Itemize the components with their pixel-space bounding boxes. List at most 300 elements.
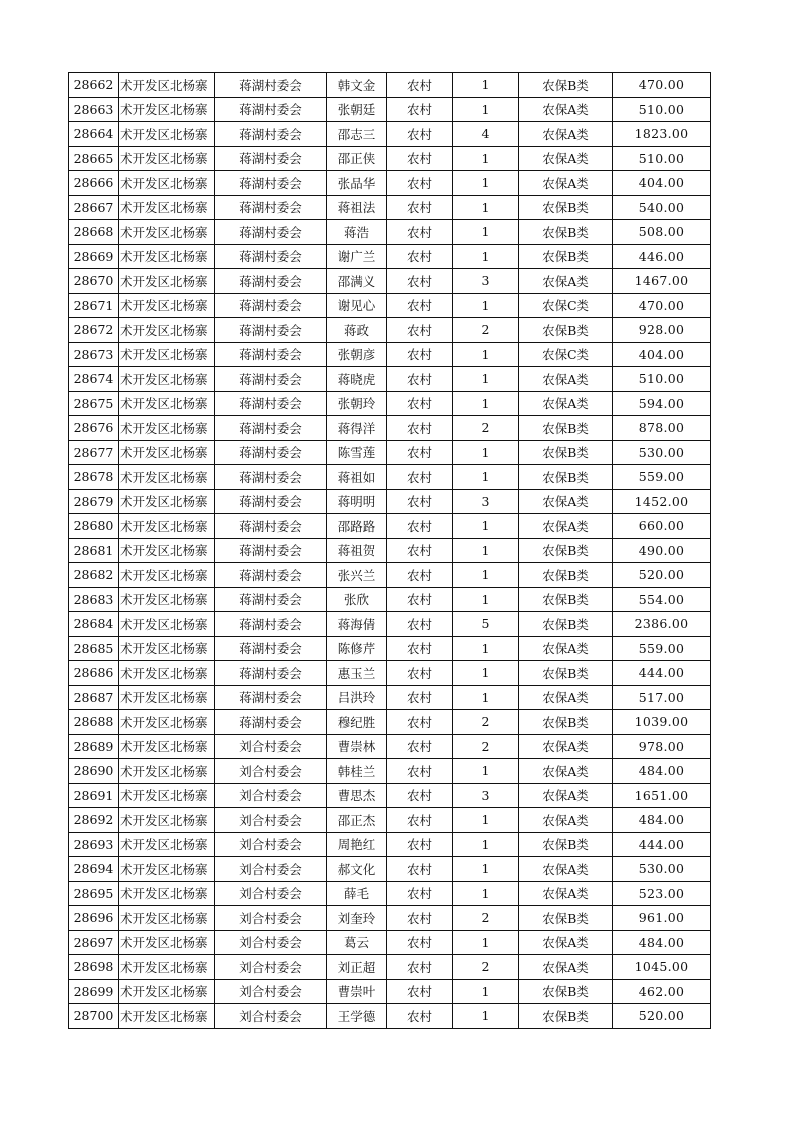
household-type-cell: 农村 bbox=[387, 612, 453, 637]
village-committee-cell: 刘合村委会 bbox=[215, 881, 327, 906]
village-committee-cell: 刘合村委会 bbox=[215, 1004, 327, 1029]
village-committee-cell: 蒋湖村委会 bbox=[215, 269, 327, 294]
table-row bbox=[69, 930, 711, 955]
table-row bbox=[69, 685, 711, 710]
insurance-category-cell: 农保B类 bbox=[519, 612, 613, 637]
row-number-cell: 28668 bbox=[69, 220, 119, 245]
table-row bbox=[69, 587, 711, 612]
row-number-cell: 28663 bbox=[69, 97, 119, 122]
row-number-cell: 28700 bbox=[69, 1004, 119, 1029]
insurance-category-cell: 农保A类 bbox=[519, 783, 613, 808]
insurance-category-cell: 农保A类 bbox=[519, 930, 613, 955]
amount-cell: 1651.00 bbox=[613, 783, 711, 808]
table-row bbox=[69, 122, 711, 147]
person-name-cell: 葛云 bbox=[327, 930, 387, 955]
person-name-cell: 曹崇林 bbox=[327, 734, 387, 759]
insurance-category-cell: 农保B类 bbox=[519, 465, 613, 490]
table-row bbox=[69, 734, 711, 759]
insurance-category-cell: 农保A类 bbox=[519, 636, 613, 661]
insurance-category-cell: 农保A类 bbox=[519, 146, 613, 171]
household-type-cell: 农村 bbox=[387, 73, 453, 98]
row-number-cell: 28680 bbox=[69, 514, 119, 539]
district-cell: 术开发区北杨寨 bbox=[119, 587, 215, 612]
amount-cell: 961.00 bbox=[613, 906, 711, 931]
village-committee-cell: 刘合村委会 bbox=[215, 955, 327, 980]
insurance-category-cell: 农保A类 bbox=[519, 808, 613, 833]
table-row bbox=[69, 367, 711, 392]
district-cell: 术开发区北杨寨 bbox=[119, 857, 215, 882]
district-cell: 术开发区北杨寨 bbox=[119, 1004, 215, 1029]
insurance-category-cell: 农保A类 bbox=[519, 97, 613, 122]
row-number-cell: 28682 bbox=[69, 563, 119, 588]
district-cell: 术开发区北杨寨 bbox=[119, 342, 215, 367]
household-type-cell: 农村 bbox=[387, 685, 453, 710]
household-type-cell: 农村 bbox=[387, 636, 453, 661]
village-committee-cell: 蒋湖村委会 bbox=[215, 710, 327, 735]
person-name-cell: 郝文化 bbox=[327, 857, 387, 882]
district-cell: 术开发区北杨寨 bbox=[119, 171, 215, 196]
row-number-cell: 28693 bbox=[69, 832, 119, 857]
row-number-cell: 28691 bbox=[69, 783, 119, 808]
member-count-cell: 2 bbox=[453, 318, 519, 343]
village-committee-cell: 蒋湖村委会 bbox=[215, 636, 327, 661]
household-type-cell: 农村 bbox=[387, 538, 453, 563]
village-committee-cell: 蒋湖村委会 bbox=[215, 489, 327, 514]
district-cell: 术开发区北杨寨 bbox=[119, 538, 215, 563]
insurance-category-cell: 农保A类 bbox=[519, 171, 613, 196]
row-number-cell: 28669 bbox=[69, 244, 119, 269]
insurance-category-cell: 农保A类 bbox=[519, 759, 613, 784]
amount-cell: 520.00 bbox=[613, 1004, 711, 1029]
household-type-cell: 农村 bbox=[387, 146, 453, 171]
village-committee-cell: 刘合村委会 bbox=[215, 906, 327, 931]
table-row bbox=[69, 318, 711, 343]
amount-cell: 559.00 bbox=[613, 636, 711, 661]
person-name-cell: 韩桂兰 bbox=[327, 759, 387, 784]
member-count-cell: 1 bbox=[453, 195, 519, 220]
amount-cell: 510.00 bbox=[613, 367, 711, 392]
district-cell: 术开发区北杨寨 bbox=[119, 489, 215, 514]
row-number-cell: 28683 bbox=[69, 587, 119, 612]
district-cell: 术开发区北杨寨 bbox=[119, 906, 215, 931]
person-name-cell: 曹崇叶 bbox=[327, 979, 387, 1004]
member-count-cell: 1 bbox=[453, 759, 519, 784]
member-count-cell: 3 bbox=[453, 783, 519, 808]
row-number-cell: 28674 bbox=[69, 367, 119, 392]
amount-cell: 530.00 bbox=[613, 857, 711, 882]
village-committee-cell: 蒋湖村委会 bbox=[215, 538, 327, 563]
table-row bbox=[69, 612, 711, 637]
table-row bbox=[69, 391, 711, 416]
row-number-cell: 28681 bbox=[69, 538, 119, 563]
insurance-category-cell: 农保C类 bbox=[519, 342, 613, 367]
amount-cell: 1039.00 bbox=[613, 710, 711, 735]
amount-cell: 540.00 bbox=[613, 195, 711, 220]
table-row bbox=[69, 563, 711, 588]
amount-cell: 2386.00 bbox=[613, 612, 711, 637]
table-row bbox=[69, 955, 711, 980]
amount-cell: 530.00 bbox=[613, 440, 711, 465]
amount-cell: 554.00 bbox=[613, 587, 711, 612]
table-row bbox=[69, 73, 711, 98]
person-name-cell: 张朝彦 bbox=[327, 342, 387, 367]
table-row bbox=[69, 416, 711, 441]
village-committee-cell: 蒋湖村委会 bbox=[215, 685, 327, 710]
household-type-cell: 农村 bbox=[387, 318, 453, 343]
person-name-cell: 陈雪莲 bbox=[327, 440, 387, 465]
amount-cell: 1452.00 bbox=[613, 489, 711, 514]
row-number-cell: 28687 bbox=[69, 685, 119, 710]
person-name-cell: 蒋祖如 bbox=[327, 465, 387, 490]
row-number-cell: 28685 bbox=[69, 636, 119, 661]
village-committee-cell: 蒋湖村委会 bbox=[215, 244, 327, 269]
person-name-cell: 陈修芹 bbox=[327, 636, 387, 661]
row-number-cell: 28670 bbox=[69, 269, 119, 294]
row-number-cell: 28676 bbox=[69, 416, 119, 441]
member-count-cell: 2 bbox=[453, 734, 519, 759]
table-row bbox=[69, 244, 711, 269]
household-type-cell: 农村 bbox=[387, 979, 453, 1004]
household-type-cell: 农村 bbox=[387, 710, 453, 735]
table-row bbox=[69, 710, 711, 735]
member-count-cell: 5 bbox=[453, 612, 519, 637]
amount-cell: 462.00 bbox=[613, 979, 711, 1004]
household-type-cell: 农村 bbox=[387, 734, 453, 759]
household-type-cell: 农村 bbox=[387, 220, 453, 245]
village-committee-cell: 刘合村委会 bbox=[215, 832, 327, 857]
member-count-cell: 1 bbox=[453, 979, 519, 1004]
person-name-cell: 谢见心 bbox=[327, 293, 387, 318]
insurance-category-cell: 农保A类 bbox=[519, 955, 613, 980]
district-cell: 术开发区北杨寨 bbox=[119, 269, 215, 294]
table-body bbox=[69, 73, 711, 1029]
household-type-cell: 农村 bbox=[387, 881, 453, 906]
household-type-cell: 农村 bbox=[387, 269, 453, 294]
amount-cell: 559.00 bbox=[613, 465, 711, 490]
member-count-cell: 2 bbox=[453, 710, 519, 735]
row-number-cell: 28666 bbox=[69, 171, 119, 196]
household-type-cell: 农村 bbox=[387, 906, 453, 931]
district-cell: 术开发区北杨寨 bbox=[119, 832, 215, 857]
table-row bbox=[69, 906, 711, 931]
insurance-category-cell: 农保B类 bbox=[519, 244, 613, 269]
row-number-cell: 28686 bbox=[69, 661, 119, 686]
member-count-cell: 1 bbox=[453, 391, 519, 416]
member-count-cell: 1 bbox=[453, 146, 519, 171]
district-cell: 术开发区北杨寨 bbox=[119, 661, 215, 686]
district-cell: 术开发区北杨寨 bbox=[119, 122, 215, 147]
member-count-cell: 1 bbox=[453, 171, 519, 196]
district-cell: 术开发区北杨寨 bbox=[119, 563, 215, 588]
person-name-cell: 蒋祖法 bbox=[327, 195, 387, 220]
table-row bbox=[69, 1004, 711, 1029]
household-type-cell: 农村 bbox=[387, 171, 453, 196]
person-name-cell: 韩文金 bbox=[327, 73, 387, 98]
insurance-category-cell: 农保B类 bbox=[519, 416, 613, 441]
table-row bbox=[69, 979, 711, 1004]
row-number-cell: 28664 bbox=[69, 122, 119, 147]
member-count-cell: 1 bbox=[453, 293, 519, 318]
table-row bbox=[69, 489, 711, 514]
table-row bbox=[69, 832, 711, 857]
district-cell: 术开发区北杨寨 bbox=[119, 465, 215, 490]
insurance-category-cell: 农保C类 bbox=[519, 293, 613, 318]
table-row bbox=[69, 342, 711, 367]
amount-cell: 446.00 bbox=[613, 244, 711, 269]
amount-cell: 444.00 bbox=[613, 832, 711, 857]
village-committee-cell: 刘合村委会 bbox=[215, 759, 327, 784]
insurance-category-cell: 农保A类 bbox=[519, 489, 613, 514]
row-number-cell: 28692 bbox=[69, 808, 119, 833]
household-type-cell: 农村 bbox=[387, 514, 453, 539]
district-cell: 术开发区北杨寨 bbox=[119, 146, 215, 171]
member-count-cell: 3 bbox=[453, 269, 519, 294]
person-name-cell: 邵正侠 bbox=[327, 146, 387, 171]
row-number-cell: 28671 bbox=[69, 293, 119, 318]
village-committee-cell: 蒋湖村委会 bbox=[215, 367, 327, 392]
village-committee-cell: 蒋湖村委会 bbox=[215, 220, 327, 245]
insurance-category-cell: 农保B类 bbox=[519, 832, 613, 857]
insurance-category-cell: 农保A类 bbox=[519, 514, 613, 539]
person-name-cell: 王学德 bbox=[327, 1004, 387, 1029]
household-type-cell: 农村 bbox=[387, 587, 453, 612]
member-count-cell: 1 bbox=[453, 832, 519, 857]
table-row bbox=[69, 97, 711, 122]
district-cell: 术开发区北杨寨 bbox=[119, 808, 215, 833]
member-count-cell: 1 bbox=[453, 685, 519, 710]
row-number-cell: 28677 bbox=[69, 440, 119, 465]
member-count-cell: 1 bbox=[453, 881, 519, 906]
district-cell: 术开发区北杨寨 bbox=[119, 979, 215, 1004]
village-committee-cell: 蒋湖村委会 bbox=[215, 661, 327, 686]
household-type-cell: 农村 bbox=[387, 783, 453, 808]
row-number-cell: 28695 bbox=[69, 881, 119, 906]
district-cell: 术开发区北杨寨 bbox=[119, 293, 215, 318]
village-committee-cell: 刘合村委会 bbox=[215, 979, 327, 1004]
row-number-cell: 28699 bbox=[69, 979, 119, 1004]
insurance-category-cell: 农保A类 bbox=[519, 857, 613, 882]
village-committee-cell: 蒋湖村委会 bbox=[215, 171, 327, 196]
table-row bbox=[69, 269, 711, 294]
person-name-cell: 蒋祖贺 bbox=[327, 538, 387, 563]
amount-cell: 1045.00 bbox=[613, 955, 711, 980]
person-name-cell: 穆纪胜 bbox=[327, 710, 387, 735]
member-count-cell: 1 bbox=[453, 97, 519, 122]
row-number-cell: 28689 bbox=[69, 734, 119, 759]
village-committee-cell: 刘合村委会 bbox=[215, 734, 327, 759]
row-number-cell: 28697 bbox=[69, 930, 119, 955]
member-count-cell: 1 bbox=[453, 342, 519, 367]
table-row bbox=[69, 195, 711, 220]
table-row bbox=[69, 783, 711, 808]
insurance-category-cell: 农保A类 bbox=[519, 685, 613, 710]
district-cell: 术开发区北杨寨 bbox=[119, 612, 215, 637]
amount-cell: 1823.00 bbox=[613, 122, 711, 147]
village-committee-cell: 蒋湖村委会 bbox=[215, 293, 327, 318]
district-cell: 术开发区北杨寨 bbox=[119, 710, 215, 735]
member-count-cell: 1 bbox=[453, 587, 519, 612]
member-count-cell: 1 bbox=[453, 440, 519, 465]
amount-cell: 520.00 bbox=[613, 563, 711, 588]
amount-cell: 517.00 bbox=[613, 685, 711, 710]
village-committee-cell: 蒋湖村委会 bbox=[215, 440, 327, 465]
village-committee-cell: 蒋湖村委会 bbox=[215, 465, 327, 490]
district-cell: 术开发区北杨寨 bbox=[119, 440, 215, 465]
amount-cell: 510.00 bbox=[613, 146, 711, 171]
household-type-cell: 农村 bbox=[387, 759, 453, 784]
member-count-cell: 1 bbox=[453, 661, 519, 686]
row-number-cell: 28694 bbox=[69, 857, 119, 882]
district-cell: 术开发区北杨寨 bbox=[119, 783, 215, 808]
member-count-cell: 1 bbox=[453, 930, 519, 955]
table-row bbox=[69, 808, 711, 833]
row-number-cell: 28665 bbox=[69, 146, 119, 171]
amount-cell: 490.00 bbox=[613, 538, 711, 563]
person-name-cell: 周艳红 bbox=[327, 832, 387, 857]
insurance-category-cell: 农保A类 bbox=[519, 269, 613, 294]
member-count-cell: 1 bbox=[453, 367, 519, 392]
village-committee-cell: 蒋湖村委会 bbox=[215, 342, 327, 367]
insurance-category-cell: 农保B类 bbox=[519, 587, 613, 612]
member-count-cell: 2 bbox=[453, 906, 519, 931]
village-committee-cell: 蒋湖村委会 bbox=[215, 587, 327, 612]
village-committee-cell: 刘合村委会 bbox=[215, 857, 327, 882]
insurance-category-cell: 农保A类 bbox=[519, 367, 613, 392]
household-type-cell: 农村 bbox=[387, 440, 453, 465]
member-count-cell: 1 bbox=[453, 857, 519, 882]
member-count-cell: 1 bbox=[453, 538, 519, 563]
person-name-cell: 吕洪玲 bbox=[327, 685, 387, 710]
insurance-category-cell: 农保A类 bbox=[519, 881, 613, 906]
person-name-cell: 蒋海倩 bbox=[327, 612, 387, 637]
district-cell: 术开发区北杨寨 bbox=[119, 318, 215, 343]
district-cell: 术开发区北杨寨 bbox=[119, 195, 215, 220]
person-name-cell: 张朝玲 bbox=[327, 391, 387, 416]
table-row bbox=[69, 538, 711, 563]
district-cell: 术开发区北杨寨 bbox=[119, 881, 215, 906]
row-number-cell: 28662 bbox=[69, 73, 119, 98]
household-type-cell: 农村 bbox=[387, 195, 453, 220]
person-name-cell: 邵正杰 bbox=[327, 808, 387, 833]
insurance-category-cell: 农保B类 bbox=[519, 440, 613, 465]
household-type-cell: 农村 bbox=[387, 293, 453, 318]
village-committee-cell: 蒋湖村委会 bbox=[215, 563, 327, 588]
member-count-cell: 1 bbox=[453, 220, 519, 245]
row-number-cell: 28667 bbox=[69, 195, 119, 220]
insurance-category-cell: 农保A类 bbox=[519, 734, 613, 759]
household-type-cell: 农村 bbox=[387, 930, 453, 955]
district-cell: 术开发区北杨寨 bbox=[119, 416, 215, 441]
person-name-cell: 刘正超 bbox=[327, 955, 387, 980]
amount-cell: 470.00 bbox=[613, 73, 711, 98]
village-committee-cell: 蒋湖村委会 bbox=[215, 195, 327, 220]
member-count-cell: 1 bbox=[453, 465, 519, 490]
member-count-cell: 3 bbox=[453, 489, 519, 514]
insurance-category-cell: 农保B类 bbox=[519, 661, 613, 686]
person-name-cell: 蒋得洋 bbox=[327, 416, 387, 441]
household-type-cell: 农村 bbox=[387, 416, 453, 441]
amount-cell: 484.00 bbox=[613, 808, 711, 833]
amount-cell: 470.00 bbox=[613, 293, 711, 318]
village-committee-cell: 蒋湖村委会 bbox=[215, 391, 327, 416]
table-row bbox=[69, 465, 711, 490]
member-count-cell: 1 bbox=[453, 563, 519, 588]
person-name-cell: 曹思杰 bbox=[327, 783, 387, 808]
person-name-cell: 邵志三 bbox=[327, 122, 387, 147]
amount-cell: 484.00 bbox=[613, 759, 711, 784]
allowance-table bbox=[68, 72, 711, 1029]
insurance-category-cell: 农保B类 bbox=[519, 563, 613, 588]
village-committee-cell: 蒋湖村委会 bbox=[215, 146, 327, 171]
household-type-cell: 农村 bbox=[387, 489, 453, 514]
household-type-cell: 农村 bbox=[387, 832, 453, 857]
household-type-cell: 农村 bbox=[387, 857, 453, 882]
table-row bbox=[69, 293, 711, 318]
household-type-cell: 农村 bbox=[387, 122, 453, 147]
insurance-category-cell: 农保B类 bbox=[519, 979, 613, 1004]
member-count-cell: 1 bbox=[453, 636, 519, 661]
district-cell: 术开发区北杨寨 bbox=[119, 734, 215, 759]
village-committee-cell: 蒋湖村委会 bbox=[215, 97, 327, 122]
amount-cell: 660.00 bbox=[613, 514, 711, 539]
district-cell: 术开发区北杨寨 bbox=[119, 955, 215, 980]
row-number-cell: 28678 bbox=[69, 465, 119, 490]
district-cell: 术开发区北杨寨 bbox=[119, 367, 215, 392]
amount-cell: 523.00 bbox=[613, 881, 711, 906]
district-cell: 术开发区北杨寨 bbox=[119, 391, 215, 416]
household-type-cell: 农村 bbox=[387, 563, 453, 588]
person-name-cell: 谢广兰 bbox=[327, 244, 387, 269]
row-number-cell: 28698 bbox=[69, 955, 119, 980]
person-name-cell: 蒋明明 bbox=[327, 489, 387, 514]
table-row bbox=[69, 759, 711, 784]
village-committee-cell: 蒋湖村委会 bbox=[215, 514, 327, 539]
insurance-category-cell: 农保B类 bbox=[519, 195, 613, 220]
person-name-cell: 刘奎玲 bbox=[327, 906, 387, 931]
person-name-cell: 张欣 bbox=[327, 587, 387, 612]
row-number-cell: 28672 bbox=[69, 318, 119, 343]
amount-cell: 508.00 bbox=[613, 220, 711, 245]
village-committee-cell: 蒋湖村委会 bbox=[215, 416, 327, 441]
member-count-cell: 1 bbox=[453, 244, 519, 269]
row-number-cell: 28684 bbox=[69, 612, 119, 637]
district-cell: 术开发区北杨寨 bbox=[119, 636, 215, 661]
insurance-category-cell: 农保B类 bbox=[519, 710, 613, 735]
table-row bbox=[69, 881, 711, 906]
amount-cell: 594.00 bbox=[613, 391, 711, 416]
member-count-cell: 1 bbox=[453, 73, 519, 98]
insurance-category-cell: 农保B类 bbox=[519, 220, 613, 245]
insurance-category-cell: 农保B类 bbox=[519, 538, 613, 563]
village-committee-cell: 蒋湖村委会 bbox=[215, 612, 327, 637]
amount-cell: 928.00 bbox=[613, 318, 711, 343]
amount-cell: 484.00 bbox=[613, 930, 711, 955]
amount-cell: 878.00 bbox=[613, 416, 711, 441]
village-committee-cell: 刘合村委会 bbox=[215, 783, 327, 808]
table-row bbox=[69, 171, 711, 196]
district-cell: 术开发区北杨寨 bbox=[119, 514, 215, 539]
person-name-cell: 惠玉兰 bbox=[327, 661, 387, 686]
village-committee-cell: 刘合村委会 bbox=[215, 930, 327, 955]
person-name-cell: 邵路路 bbox=[327, 514, 387, 539]
row-number-cell: 28679 bbox=[69, 489, 119, 514]
household-type-cell: 农村 bbox=[387, 808, 453, 833]
person-name-cell: 张朝廷 bbox=[327, 97, 387, 122]
person-name-cell: 张品华 bbox=[327, 171, 387, 196]
household-type-cell: 农村 bbox=[387, 342, 453, 367]
district-cell: 术开发区北杨寨 bbox=[119, 685, 215, 710]
amount-cell: 404.00 bbox=[613, 342, 711, 367]
